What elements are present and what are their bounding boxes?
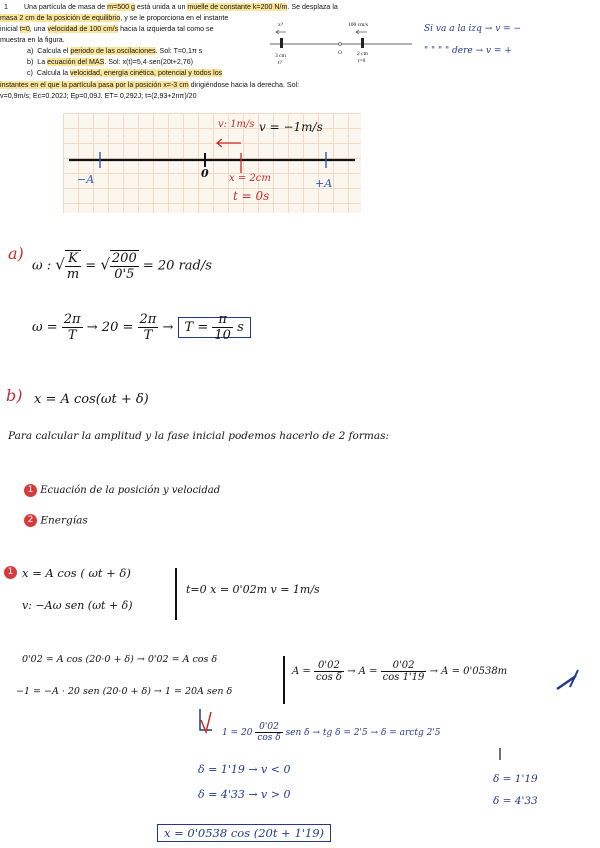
delta-option-2: δ = 4'33 → v > 0 <box>198 788 291 801</box>
velocity-equation: v: −Aω sen (ωt + δ) <box>22 599 133 612</box>
fig-label-2cm: 2 cm <box>357 51 368 57</box>
method-2-badge: 2 <box>24 514 37 527</box>
small-figure <box>270 22 415 72</box>
mas-formula: x = A cos(ωt + δ) <box>34 392 149 407</box>
part-a-label: a) <box>8 244 24 263</box>
fig-label-velocity: 100 cm/s <box>348 22 369 28</box>
part-b-label: b) <box>6 386 23 405</box>
system-badge: 1 <box>4 566 17 579</box>
axis-diagram <box>63 113 361 213</box>
minus-a-label: −A <box>77 173 95 186</box>
velocity-label: v = −1m/s <box>259 120 323 134</box>
velocity-label-red: v: 1m/s <box>218 119 255 130</box>
fig-label-3cm: 3 cm <box>275 53 286 59</box>
substitution-1: 0'02 = A cos (20·0 + δ) → 0'02 = A cos δ <box>22 654 218 665</box>
system-divider <box>175 568 177 620</box>
part-b-intro: Para calcular la amplitud y la fase inicial podemos hacerlo de 2 formas: <box>8 430 390 442</box>
fig-label-2cm-sub: t=0 <box>358 58 366 64</box>
fig-label-x: x? <box>278 22 284 28</box>
side-note-line2: " " " " dere → v = + <box>424 46 512 56</box>
omega-equation: ω : √ $\frac{K}{m}$ = √ $\frac{200}{0'5}$ = 20 rad/s <box>32 251 212 282</box>
time-label: t = 0s <box>233 189 270 203</box>
delta-option-1: δ = 1'19 → v < 0 <box>198 763 291 776</box>
problem-number: 1 <box>4 3 8 11</box>
fig-label-3cm-sub: t? <box>278 60 282 66</box>
method-1: 1 Ecuación de la posición y velocidad <box>24 484 220 497</box>
plus-a-label: +A <box>315 177 333 190</box>
zero-label: 0 <box>201 167 209 180</box>
tangent-derivation: 1 = 20 $\frac{0'02}{\text{cos δ}}$ sen δ → tg δ = 2'5 → δ = arctg 2'5 <box>222 722 441 743</box>
period-result: T = $\frac{\pi}{10}$ s <box>178 317 251 338</box>
position-label: x = 2cm <box>229 173 271 184</box>
position-equation: x = A cos ( ωt + δ) <box>22 566 131 580</box>
small-figure-lines <box>270 22 415 72</box>
delta-result-2: δ = 4'33 <box>493 795 538 807</box>
amplitude-divider <box>283 656 285 704</box>
period-equation: ω = $\frac{2\pi}{T}$ → 20 = $\frac{2\pi}{T}$ → T = $\frac{\pi}{10}$ s <box>32 312 251 343</box>
final-equation: x = 0'0538 cos (20t + 1'19) <box>157 824 331 842</box>
side-note <box>424 18 521 62</box>
fig-label-origin: O <box>338 50 342 56</box>
delta-result-1: δ = 1'19 <box>493 773 538 785</box>
side-note-line1: Si va a la izq → v = − <box>424 24 522 34</box>
initial-conditions: t=0 x = 0'02m v = 1m/s <box>186 583 320 596</box>
method-2: 2 Energías <box>24 514 88 527</box>
amplitude-solution: A = $\frac{0'02}{\text{cos δ}}$ → A = $\frac{0'02}{\cos 1'19}$ → A = 0'0538m <box>292 660 508 683</box>
method-1-badge: 1 <box>24 484 37 497</box>
substitution-2: −1 = −A · 20 sen (20·0 + δ) → 1 = 20A sen δ <box>16 686 233 697</box>
